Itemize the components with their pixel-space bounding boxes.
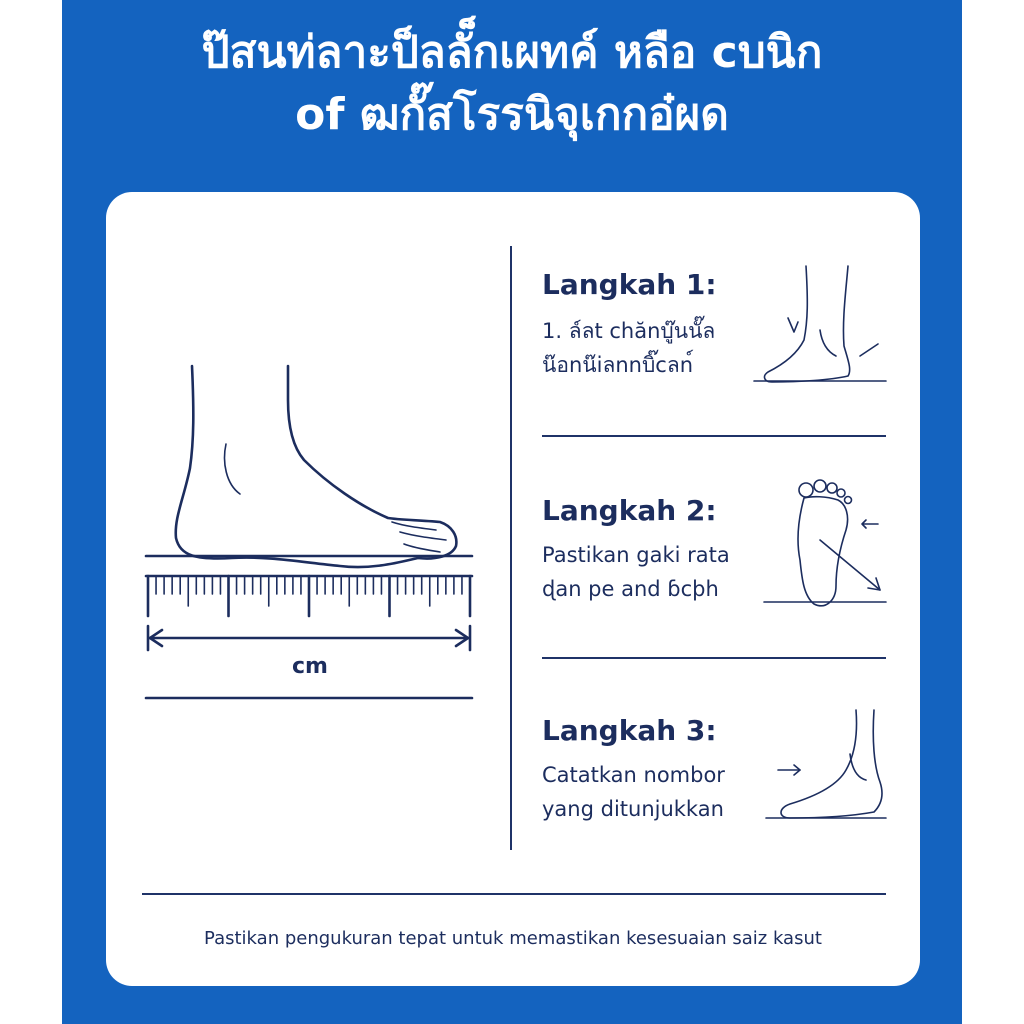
title-line-2: of ฒกั๊สโรรนิจุเกกอ๋ผด — [295, 89, 729, 140]
step-3-title: Langkah 3: — [542, 714, 717, 747]
footer-note: Pastikan pengukuran tepat untuk memastikan kesesuaian saiz kasut — [204, 928, 822, 949]
step-2-line-2: ɖan pe and ɓcþh — [542, 577, 719, 601]
step-1-title: Langkah 1: — [542, 268, 717, 301]
step-3-line-2: yang ditunjukkan — [542, 797, 724, 821]
title-line-1: ป๊สนท่ลาะป็ลลั็กเผทค์ หลือ cบนิก — [201, 27, 823, 78]
step-2-line-1: Pastikan gaki rata — [542, 543, 730, 567]
step-1-line-2: น๊อnน๊iลnnบิ๊cลn์ — [542, 353, 694, 377]
step-2-title: Langkah 2: — [542, 494, 717, 527]
step-3-line-1: Catatkan nombor — [542, 763, 725, 787]
unit-label: cm — [292, 654, 328, 679]
footer-divider — [142, 893, 886, 895]
step-1-line-1: 1. ล์ลt chănบู๊นนั๊ล — [542, 319, 716, 343]
